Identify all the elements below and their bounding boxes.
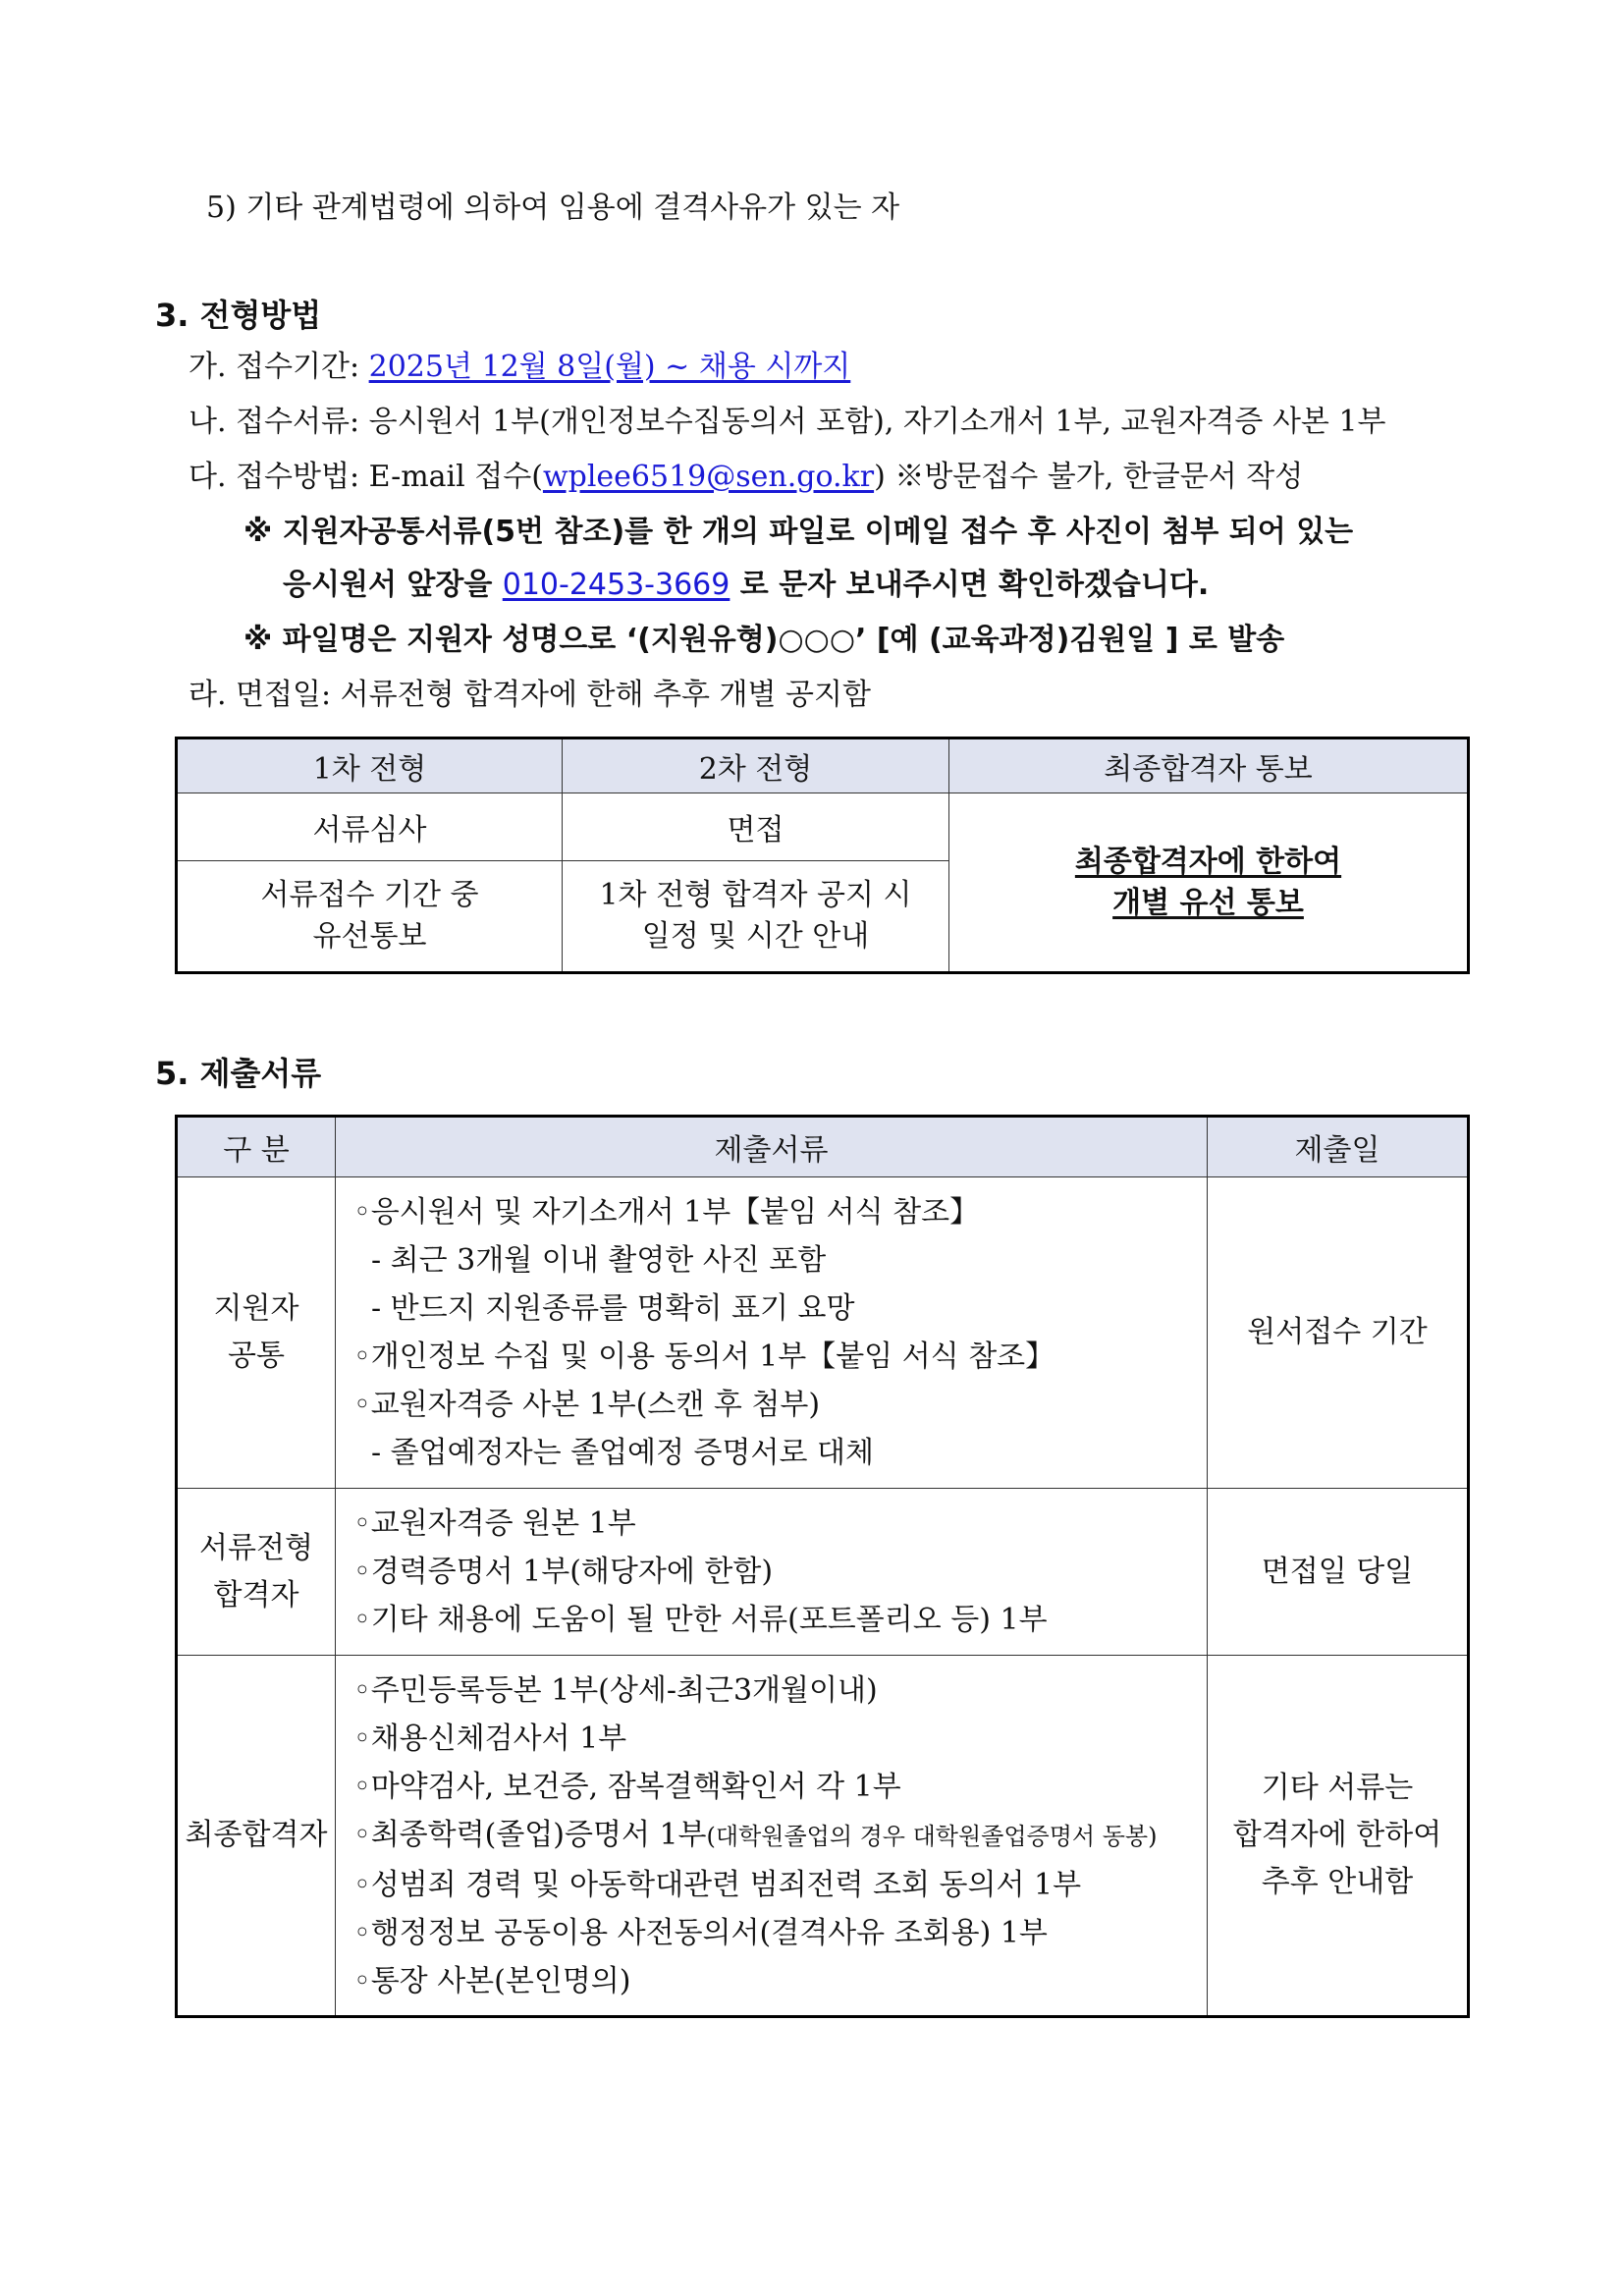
documents-common — [336, 1177, 1208, 1489]
list-item: ◦행정정보 공동이용 사전동의서(결격사유 조회용) 1부 — [353, 1915, 1048, 1950]
header-due: 제출일 — [1208, 1117, 1469, 1177]
list-item: ◦주민등록등본 1부(상세-최근3개월이내) — [353, 1672, 878, 1708]
list-item: ◦교원자격증 원본 1부 — [353, 1506, 636, 1541]
table-header-row — [177, 1117, 1469, 1177]
final-note-line2: 개별 유선 통보 — [1112, 885, 1304, 920]
final-note-line1: 최종합격자에 한하여 — [1074, 844, 1342, 879]
submission-note-line1: ※ 지원자공통서류(5번 참조)를 한 개의 파일로 이메일 접수 후 사진이 첨부 되어 있는 — [243, 515, 1354, 549]
submission-note-before: 응시원서 앞장을 — [283, 568, 503, 602]
header-stage2: 2차 전형 — [563, 738, 949, 793]
phone-number[interactable]: 010-2453-3669 — [502, 568, 730, 602]
header-final: 최종합격자 통보 — [949, 738, 1469, 793]
list-item: ◦개인정보 수집 및 이용 동의서 1부【붙임 서식 참조】 — [353, 1339, 1055, 1374]
stage2-method: 면접 — [563, 793, 949, 861]
list-item-note: (대학원졸업의 경우 대학원졸업증명서 동봉) — [706, 1822, 1158, 1850]
list-item: ◦통장 사본(본인명의) — [353, 1963, 631, 1998]
filename-note: ※ 파일명은 지원자 성명으로 ‘(지원유형)○○○’ [예 (교육과정)김원일 ] 로 발송 — [243, 623, 1285, 657]
due-line: 합격자에 한하여 — [1232, 1818, 1442, 1852]
category-common — [177, 1177, 336, 1489]
application-method-note: ) ※방문접수 불가, 한글문서 작성 — [874, 460, 1304, 494]
list-item: - 최근 3개월 이내 촬영한 사진 포함 — [371, 1243, 827, 1278]
stage1-notice-line1: 서류접수 기간 중 — [260, 878, 479, 912]
category-document-passers — [177, 1489, 336, 1656]
due-line: 기타 서류는 — [1261, 1771, 1414, 1805]
stage2-notice-line1: 1차 전형 합격자 공지 시 — [599, 878, 912, 912]
category-final: 최종합격자 — [177, 1656, 336, 2017]
table-row — [177, 793, 1469, 861]
stage2-notice — [563, 861, 949, 973]
list-item: ◦채용신체검사서 1부 — [353, 1721, 627, 1756]
due-final — [1208, 1656, 1469, 2017]
list-item — [353, 1811, 1207, 1861]
due-common: 원서접수 기간 — [1208, 1177, 1469, 1489]
section3-title: 3. 전형방법 — [155, 297, 322, 334]
interview-date: 라. 면접일: 서류전형 합격자에 한해 추후 개별 공지함 — [189, 678, 871, 712]
email-link[interactable]: wplee6519@sen.go.kr — [542, 460, 875, 494]
required-documents-table — [175, 1115, 1470, 2018]
application-period-value: 2025년 12월 8일(월) ~ 채용 시까지 — [368, 350, 851, 384]
documents-final — [336, 1656, 1208, 2017]
stage1-notice — [177, 861, 563, 973]
section5-title: 5. 제출서류 — [155, 1055, 322, 1092]
header-category: 구 분 — [177, 1117, 336, 1177]
list-item: ◦경력증명서 1부(해당자에 한함) — [353, 1555, 774, 1589]
category-line: 합격자 — [213, 1577, 299, 1613]
list-item: - 졸업예정자는 졸업예정 증명서로 대체 — [371, 1436, 874, 1470]
table-row — [177, 1656, 1469, 2017]
submission-note-after: 로 문자 보내주시면 확인하겠습니다. — [730, 568, 1210, 602]
due-line: 추후 안내함 — [1261, 1865, 1414, 1899]
stage2-notice-line2: 일정 및 시간 안내 — [641, 919, 870, 954]
table-header-row — [177, 738, 1469, 793]
category-line: 공통 — [228, 1339, 285, 1373]
category-line: 지원자 — [213, 1291, 299, 1326]
table-row — [177, 1177, 1469, 1489]
stage1-method: 서류심사 — [177, 793, 563, 861]
submission-note-line2 — [283, 566, 1209, 605]
list-item: ◦성범죄 경력 및 아동학대관련 범죄전력 조회 동의서 1부 — [353, 1867, 1082, 1902]
table-row — [177, 1489, 1469, 1656]
application-method-label: 다. 접수방법: E-mail 접수( — [189, 460, 543, 494]
final-notice-cell — [949, 793, 1469, 973]
due-interview-day: 면접일 당일 — [1208, 1489, 1469, 1656]
application-method — [189, 458, 1303, 497]
header-documents: 제출서류 — [336, 1117, 1208, 1177]
application-period-label: 가. 접수기간: — [189, 350, 369, 384]
list-item-text: ◦최종학력(졸업)증명서 1부 — [353, 1817, 707, 1852]
list-item: - 반드지 지원종류를 명확히 표기 요망 — [371, 1291, 855, 1326]
list-item: ◦기타 채용에 도움이 될 만한 서류(포트폴리오 등) 1부 — [353, 1603, 1048, 1637]
disqualification-item-5: 5) 기타 관계법령에 의하여 임용에 결격사유가 있는 자 — [206, 191, 900, 225]
list-item: ◦마약검사, 보건증, 잠복결핵확인서 각 1부 — [353, 1769, 901, 1804]
selection-process-table — [175, 737, 1470, 974]
category-line: 서류전형 — [199, 1530, 313, 1565]
application-period — [189, 348, 850, 387]
application-documents: 나. 접수서류: 응시원서 1부(개인정보수집동의서 포함), 자기소개서 1부, 교원자격증 사본 1부 — [189, 405, 1386, 439]
list-item: ◦교원자격증 사본 1부(스캔 후 첨부) — [353, 1388, 821, 1422]
list-item: ◦응시원서 및 자기소개서 1부【붙임 서식 참조】 — [353, 1195, 980, 1230]
header-stage1: 1차 전형 — [177, 738, 563, 793]
documents-document-passers — [336, 1489, 1208, 1656]
stage1-notice-line2: 유선통보 — [312, 919, 427, 954]
